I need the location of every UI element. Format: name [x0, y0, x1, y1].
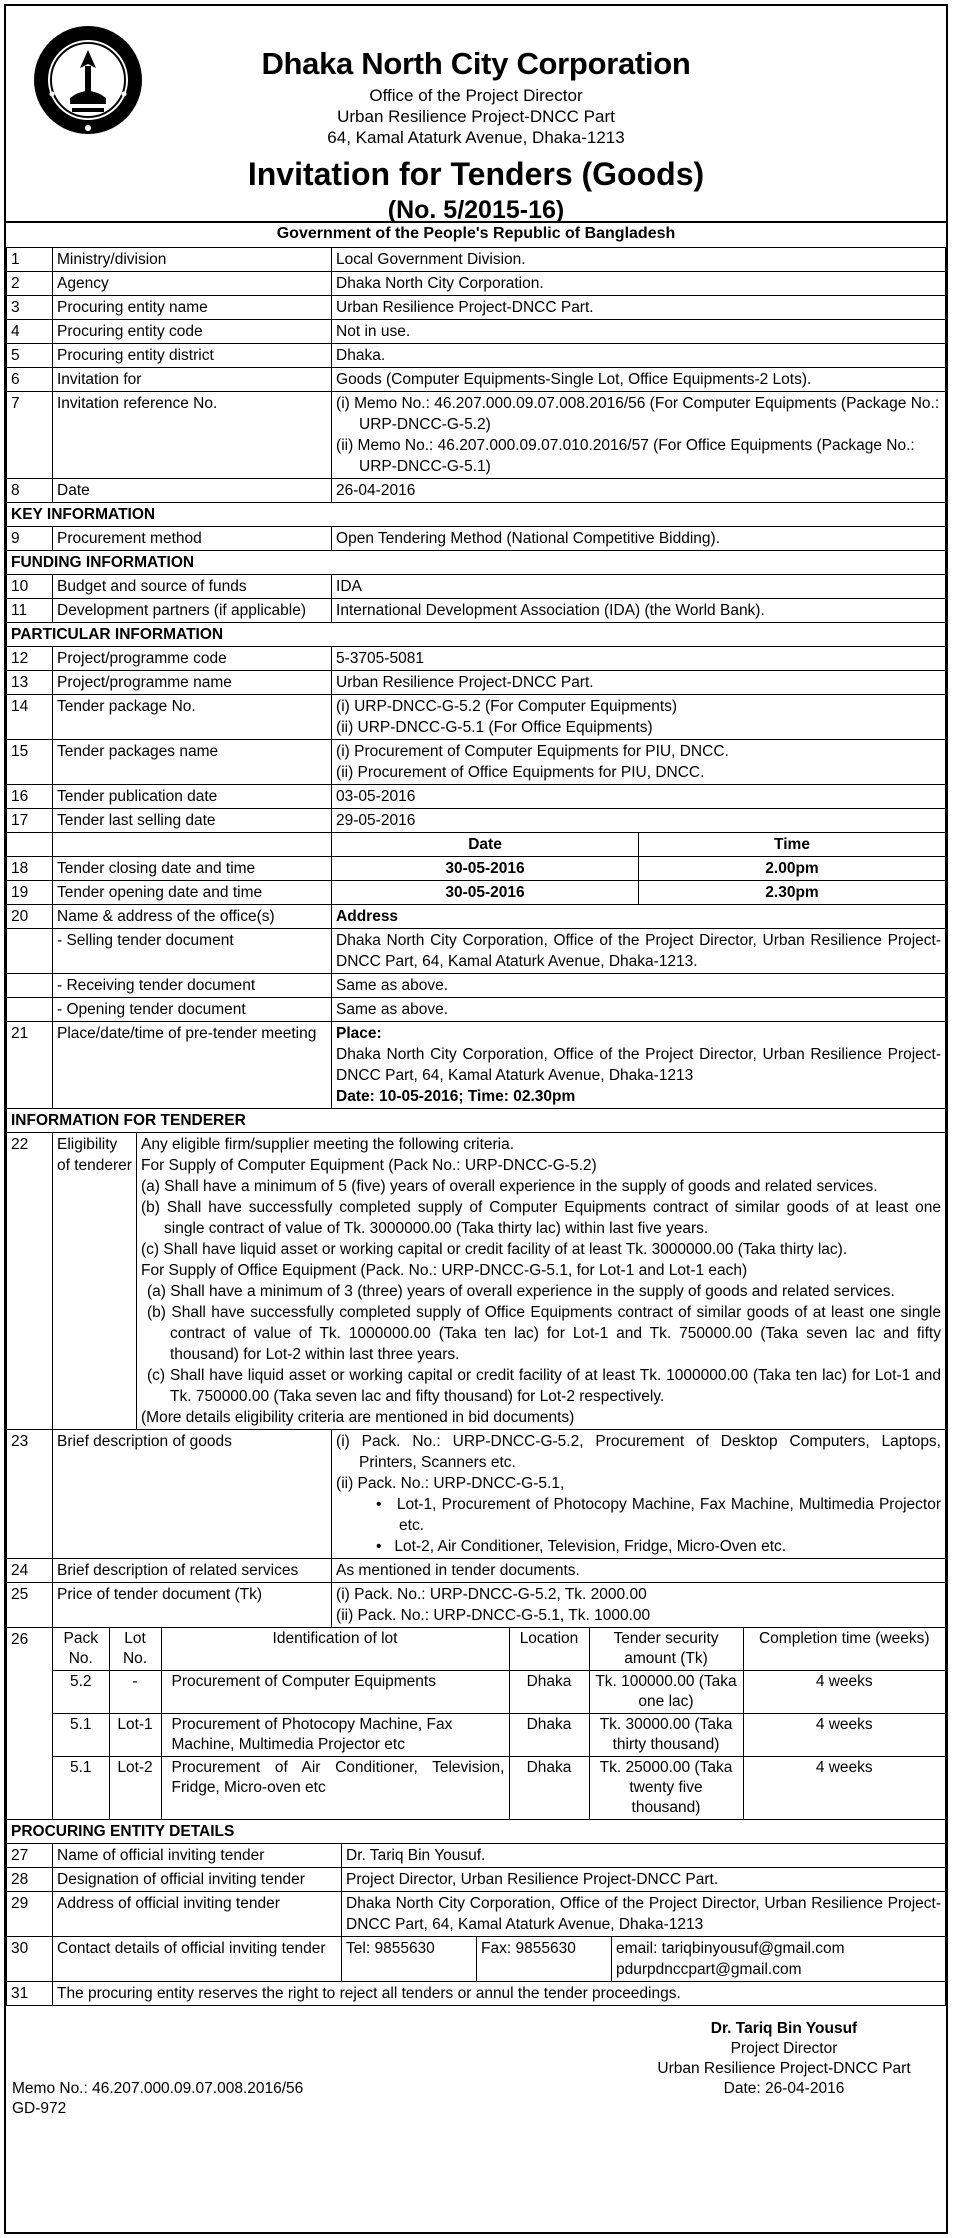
table-row: 21 Place/date/time of pre-tender meeting Place: Dhaka North City Corporation, Office of the Project Director, Urban Resilience Project-DNCC Part, 64, Kamal Ataturk Avenue, Dhaka-1213 Date: 10-05-2016; Time: 02.30pm: [7, 1022, 946, 1109]
table-row: 11 Development partners (if applicable) International Development Association (IDA) (the World Bank).: [7, 599, 946, 623]
header-line-1: Office of the Project Director: [369, 86, 583, 105]
contact-email: email: tariqbinyousuf@gmail.com: [616, 1940, 845, 1957]
table-row: - Receiving tender document Same as above.: [7, 974, 946, 998]
table-row: 8 Date 26-04-2016: [7, 479, 946, 503]
footer: [6, 2006, 946, 2117]
government-heading: Government of the People's Republic of Bangladesh: [6, 221, 946, 247]
lot-table: [53, 1628, 945, 1819]
table-row: 4 Procuring entity code Not in use.: [7, 320, 946, 344]
table-row: 7 Invitation reference No. (i) Memo No.: 46.207.000.09.07.008.2016/56 (For Computer Equipments (Package No.: URP-DNCC-G-5.2) (ii) Memo No.: 46.207.000.09.07.010.2016/57 (For Office Equipments (Package No.: URP-DNCC-G-5.1): [7, 392, 946, 479]
lot-row: 5.1 Lot-1 Procurement of Photocopy Machine, Fax Machine, Multimedia Projector etc Dhaka Tk. 30000.00 (Taka thirty thousand) 4 weeks: [53, 1714, 945, 1757]
section-heading: FUNDING INFORMATION: [7, 551, 946, 575]
tender-notice: [4, 4, 948, 2234]
signatory-name: Dr. Tariq Bin Yousuf: [710, 2020, 858, 2037]
notice-number: (No. 5/2015-16): [387, 196, 565, 224]
gd-number: GD-972: [12, 2100, 67, 2117]
table-row: 5 Procuring entity district Dhaka.: [7, 344, 946, 368]
lot-row: 5.1 Lot-2 Procurement of Air Conditioner, Television, Fridge, Micro-oven etc Dhaka Tk. 25000.00 (Taka twenty five thousand) 4 weeks: [53, 1757, 945, 1820]
table-row: 12 Project/programme code 5-3705-5081: [7, 647, 946, 671]
signatory-date: Date: 26-04-2016: [723, 2080, 845, 2097]
header: [6, 6, 946, 224]
tender-table: [6, 247, 946, 2006]
section-heading: PARTICULAR INFORMATION: [7, 623, 946, 647]
bullet-icon: •: [376, 1538, 395, 1555]
table-row: 1 Ministry/division Local Government Division.: [7, 248, 946, 272]
header-line-2: Urban Resilience Project-DNCC Part: [337, 107, 615, 126]
table-row: 16 Tender publication date 03-05-2016: [7, 785, 946, 809]
bullet-icon: •: [376, 1496, 397, 1513]
lot-header-row: Pack No. Lot No. Identification of lot Location Tender security amount (Tk) Completion time (weeks): [53, 1628, 945, 1671]
table-row: 14 Tender package No. (i) URP-DNCC-G-5.2 (For Computer Equipments) (ii) URP-DNCC-G-5.1 (For Office Equipments): [7, 695, 946, 740]
signatory-org: Urban Resilience Project-DNCC Part: [657, 2060, 911, 2077]
section-heading: PROCURING ENTITY DETAILS: [7, 1820, 946, 1844]
table-row: 18 Tender closing date and time 30-05-2016 2.00pm: [7, 857, 946, 881]
table-row: 3 Procuring entity name Urban Resilience Project-DNCC Part.: [7, 296, 946, 320]
table-row: 25 Price of tender document (Tk) (i) Pack. No.: URP-DNCC-G-5.2, Tk. 2000.00 (ii) Pack. No.: URP-DNCC-G-5.1, Tk. 1000.00: [7, 1583, 946, 1628]
table-row: 6 Invitation for Goods (Computer Equipments-Single Lot, Office Equipments-2 Lots).: [7, 368, 946, 392]
table-row: 15 Tender packages name (i) Procurement of Computer Equipments for PIU, DNCC. (ii) Procurement of Office Equipments for PIU, DNCC.: [7, 740, 946, 785]
table-row: 24 Brief description of related services As mentioned in tender documents.: [7, 1559, 946, 1583]
table-row: 23 Brief description of goods (i) Pack. No.: URP-DNCC-G-5.2, Procurement of Desktop Computers, Laptops, Printers, Scanners etc. (ii) Pack. No.: URP-DNCC-G-5.1, • Lot-1, Procurement of Photocopy Machine, Fax Machine, Multimedia Projector etc. • Lot-2, Air Conditioner, Television, Fridge, Micro-Oven etc.: [7, 1430, 946, 1559]
table-row: 27 Name of official inviting tender Dr. Tariq Bin Yousuf.: [7, 1844, 946, 1868]
memo-number: Memo No.: 46.207.000.09.07.008.2016/56: [12, 2080, 304, 2097]
header-line-3: 64, Kamal Ataturk Avenue, Dhaka-1213: [327, 128, 625, 147]
section-heading: KEY INFORMATION: [7, 503, 946, 527]
contact-email-2: pdurpdnccpart@gmail.com: [616, 1961, 802, 1978]
table-row: 10 Budget and source of funds IDA: [7, 575, 946, 599]
contact-tel: Tel: 9855630: [342, 1937, 477, 1981]
table-row: 19 Tender opening date and time 30-05-2016 2.30pm: [7, 881, 946, 905]
table-row: 13 Project/programme name Urban Resilience Project-DNCC Part.: [7, 671, 946, 695]
table-row: 22 Eligibility of tenderer Any eligible firm/supplier meeting the following criteria. For Supply of Computer Equipment (Pack No.: URP-DNCC-G-5.2) (a) Shall have a minimum of 5 (five) years of overall experience in the supply of goods and related services. (b) Shall have successfully completed supply of Computer Equipments contract of similar goods of at least one single contract of value of Tk. 3000000.00 (Taka thirty lac) within last five years. (c) Shall have liquid asset or working capital or credit facility of at least Tk. 3000000.00 (Taka thirty lac). For Supply of Office Equipment (Pack. No.: URP-DNCC-G-5.1, for Lot-1 and Lot-1 each) (a) Shall have a minimum of 3 (three) years of overall experience in the supply of goods and related services. (b) Shall have successfully completed supply of Office Equipments contract of similar goods of at least one single contract of value of Tk. 1000000.00 (Taka ten lac) for Lot-1 and Tk. 750000.00 (Taka seven lac and fifty thousand) for Lot-2 within last three years. (c) Shall have liquid asset or working capital or credit facility of at least Tk. 1000000.00 (Taka ten lac) for Lot-1 and Tk. 750000.00 (Taka seven lac and fifty thousand) for Lot-2 respectively. (More details eligibility criteria are mentioned in bid documents): [7, 1133, 946, 1430]
section-heading: INFORMATION FOR TENDERER: [7, 1109, 946, 1133]
table-row: 30 Contact details of official inviting tender Tel: 9855630 Fax: 9855630 email: tariqbinyousuf@gmail.com pdurpdnccpart@gmail.com: [7, 1937, 946, 1982]
table-row: 20 Name & address of the office(s) Address: [7, 905, 946, 929]
lot-row: 5.2 - Procurement of Computer Equipments Dhaka Tk. 100000.00 (Taka one lac) 4 weeks: [53, 1671, 945, 1714]
notice-title: Invitation for Tenders (Goods): [247, 156, 705, 192]
signatory-title: Project Director: [730, 2040, 838, 2057]
table-row: - Selling tender document Dhaka North City Corporation, Office of the Project Director, Urban Resilience Project-DNCC Part, 64, Kamal Ataturk Avenue, Dhaka-1213.: [7, 929, 946, 974]
table-row: Date Time: [7, 833, 946, 857]
table-row: 2 Agency Dhaka North City Corporation.: [7, 272, 946, 296]
contact-fax: Fax: 9855630: [477, 1937, 612, 1981]
table-row: 29 Address of official inviting tender Dhaka North City Corporation, Office of the Project Director, Urban Resilience Project-DNCC Part, 64, Kamal Ataturk Avenue, Dhaka-1213: [7, 1892, 946, 1937]
table-row: 28 Designation of official inviting tender Project Director, Urban Resilience Project-DNCC Part.: [7, 1868, 946, 1892]
table-row: 31 The procuring entity reserves the right to reject all tenders or annul the tender proceedings.: [7, 1982, 946, 2006]
table-row: 17 Tender last selling date 29-05-2016: [7, 809, 946, 833]
table-row: 26 Pack No. Lot No. Identification of lot Location Tender security amount (Tk) Completion time (weeks) 5.2 - Procurement of Computer Equipments Dhaka Tk. 100000.00 (Taka one lac) 4 weeks 5.1 Lot-1 Procurement of Photocopy Machine, Fax Machine, Multimedia Projector etc Dhaka Tk. 30000.00 (Taka thirty thousand) 4 weeks 5.1 Lot-2 Procurement of Air Conditioner, Television, Fridge, Micro-oven etc Dhaka Tk. 25000.00 (Taka twenty five thousand) 4 weeks: [7, 1628, 946, 1820]
table-row: - Opening tender document Same as above.: [7, 998, 946, 1022]
table-row: 9 Procurement method Open Tendering Method (National Competitive Bidding).: [7, 527, 946, 551]
org-title: Dhaka North City Corporation: [261, 46, 691, 81]
